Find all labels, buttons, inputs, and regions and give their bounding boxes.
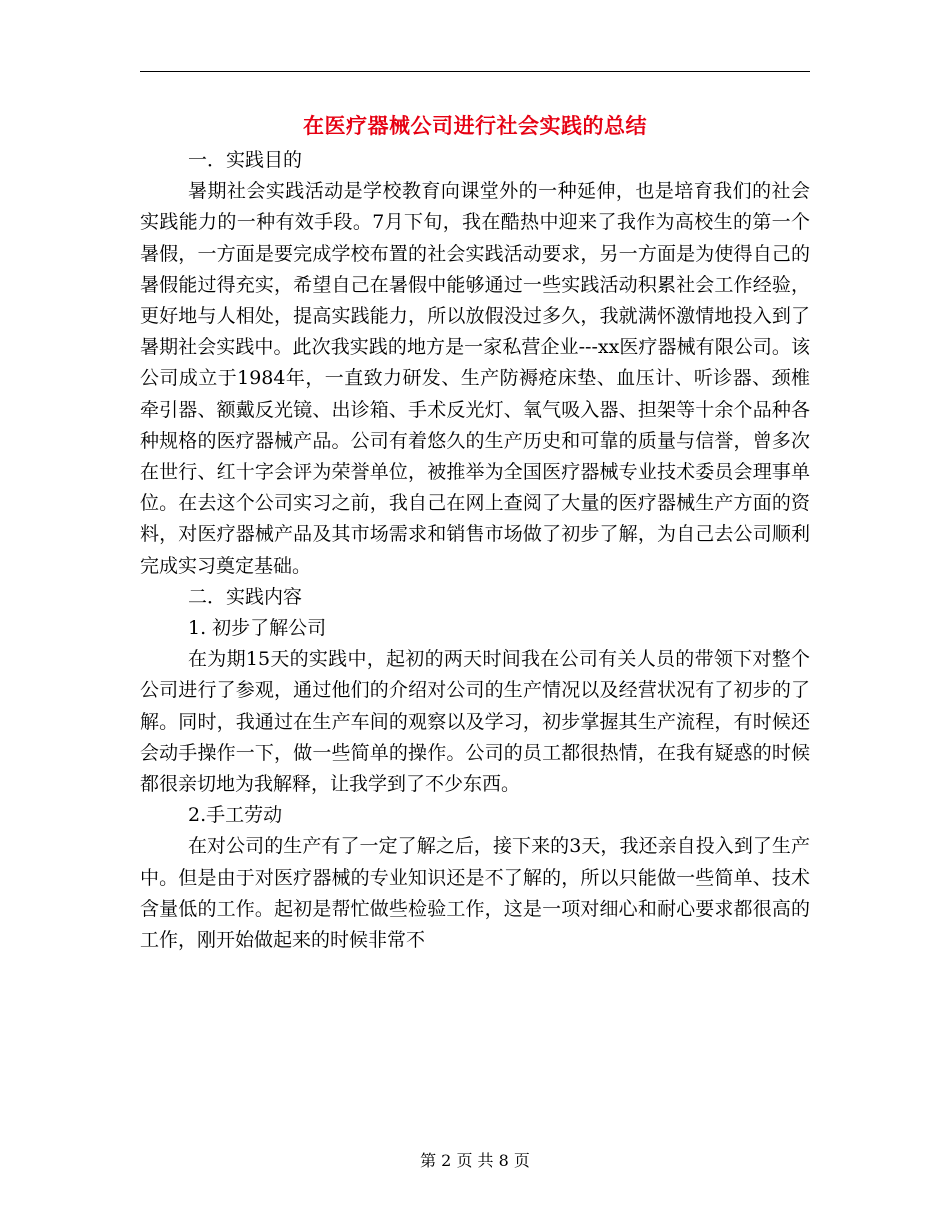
subheading-know-company: 1. 初步了解公司 bbox=[188, 617, 327, 640]
header-rule bbox=[140, 71, 810, 72]
paragraph-manual-labor: 在对公司的生产有了一定了解之后，接下来的3天，我还亲自投入到了生产中。但是由于对医疗器械的专业知识还是不了解的，所以只能做一些简单、技术含量低的工作。起初是帮忙做些检验工作，这是一项对细心和耐心要求都很高的工作，刚开始做起来的时候非常不 bbox=[140, 835, 810, 952]
subheading-manual-labor: 2.手工劳动 bbox=[188, 804, 283, 827]
paragraph-purpose: 暑期社会实践活动是学校教育向课堂外的一种延伸，也是培育我们的社会实践能力的一种有效手段。7月下旬，我在酷热中迎来了我作为高校生的第一个暑假，一方面是要完成学校布置的社会实践活动要求，另一方面是为使得自己的暑假能过得充实，希望自己在暑假中能够通过一些实践活动积累社会工作经验，更好地与人相处，提高实践能力，所以放假没过多久，我就满怀激情地投入到了暑期社会实践中。此次我实践的地方是一家私营企业---xx医疗器械有限公司。该公司成立于1984年，一直致力研发、生产防褥疮床垫、血压计、听诊器、颈椎牵引器、额戴反光镜、出诊箱、手术反光灯、氧气吸入器、担架等十余个品种各种规格的医疗器械产品。公司有着悠久的生产历史和可靠的质量与信誉，曾多次在世行、红十字会评为荣誉单位，被推举为全国医疗器械专业技术委员会理事单位。在去这个公司实习之前，我自己在网上查阅了大量的医疗器械生产方面的资料，对医疗器械产品及其市场需求和销售市场做了初步了解，为自己去公司顺利完成实习奠定基础。 bbox=[140, 180, 810, 577]
paragraph-know-company: 在为期15天的实践中，起初的两天时间我在公司有关人员的带领下对整个公司进行了参观，通过他们的介绍对公司的生产情况以及经营状况有了初步的了解。同时，我通过在生产车间的观察以及学习，初步掌握其生产流程，有时候还会动手操作一下，做一些简单的操作。公司的员工都很热情，在我有疑惑的时候都很亲切地为我解释，让我学到了不少东西。 bbox=[140, 648, 810, 796]
document-title: 在医疗器械公司进行社会实践的总结 bbox=[303, 113, 647, 138]
section-heading-content: 二．实践内容 bbox=[188, 585, 303, 608]
page-number: 第 2 页 共 8 页 bbox=[420, 1151, 530, 1170]
section-heading-purpose: 一．实践目的 bbox=[188, 149, 303, 171]
document-body bbox=[140, 145, 810, 956]
